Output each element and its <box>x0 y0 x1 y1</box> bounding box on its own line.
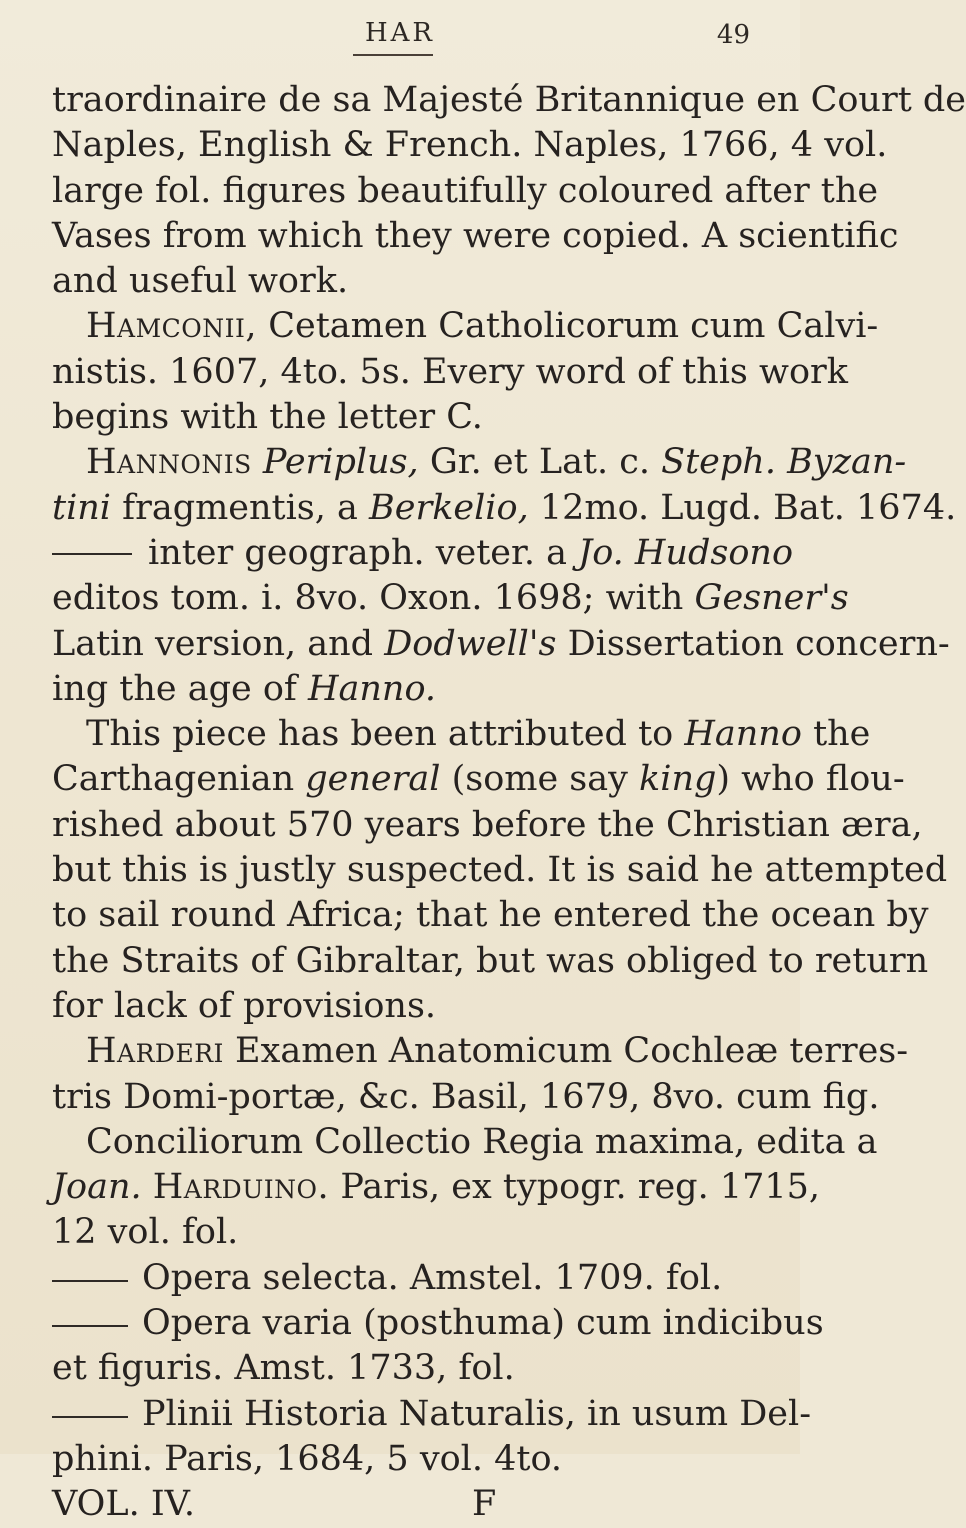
text-line: Joan. Harduino. Paris, ex typogr. reg. 1715, <box>52 1167 821 1208</box>
text-line: et figuris. Amst. 1733, fol. <box>52 1348 515 1389</box>
body-text <box>52 78 966 1528</box>
text-line: inter geograph. veter. a Jo. Hudsono <box>52 531 752 576</box>
text-line: Carthagenian general (some say king) who flou- <box>52 759 905 800</box>
page-number: 49 <box>716 20 750 50</box>
ditto-rule <box>52 1325 128 1327</box>
text-line: traordinaire de sa Majesté Britannique en Court de <box>52 80 966 120</box>
text-line: nistis. 1607, 4to. 5s. Every word of this work <box>52 351 848 392</box>
text-line: editos tom. i. 8vo. Oxon. 1698; with Gesner's <box>52 578 849 619</box>
text-line: tris Domi-portæ, &c. Basil, 1679, 8vo. cum fig. <box>52 1076 880 1117</box>
text-line: Naples, English & French. Naples, 1766, 4 vol. <box>52 125 888 166</box>
header-rule <box>353 54 433 56</box>
text-line: but this is justly suspected. It is said he attempted <box>52 850 948 891</box>
text-line: large fol. figures beautifully coloured after the <box>52 170 879 211</box>
note-hanno: This piece has been attributed to Hanno the <box>86 714 871 755</box>
text-line: Vases from which they were copied. A scientific <box>52 215 899 256</box>
text-line: rished about 570 years before the Christian æra, <box>52 804 923 845</box>
signature-mark: F <box>472 1484 497 1525</box>
entry-conciliorum: Conciliorum Collectio Regia maxima, edita a <box>86 1121 878 1162</box>
text-line: tini fragmentis, a Berkelio, 12mo. Lugd. Bat. 1674. <box>52 487 957 528</box>
text-line: begins with the letter C. <box>52 397 483 438</box>
text-line: phini. Paris, 1684, 5 vol. 4to. <box>52 1438 563 1479</box>
text-line: for lack of provisions. <box>52 985 437 1026</box>
ditto-rule <box>52 1416 128 1418</box>
entry-hamconii: Hamconii, Cetamen Catholicorum cum Calvi- <box>86 306 879 347</box>
running-head: HAR <box>364 18 436 48</box>
entry-hannonis: Hannonis Periplus, Gr. et Lat. c. Steph. Byzan- <box>86 442 907 483</box>
text-line: Latin version, and Dodwell's Dissertation concern- <box>52 623 950 664</box>
page-header <box>0 18 800 58</box>
entry-opera-varia: Opera varia (posthuma) cum indicibus <box>142 1303 824 1344</box>
ditto-rule <box>52 1280 128 1282</box>
text-line: and useful work. <box>52 261 349 302</box>
text-line: the Straits of Gibraltar, but was obliged to return <box>52 940 929 981</box>
text-line: to sail round Africa; that he entered the ocean by <box>52 895 929 936</box>
text-line: 12 vol. fol. <box>52 1212 239 1253</box>
volume-signature: VOL. IV. <box>52 1484 195 1525</box>
entry-opera-selecta: Opera selecta. Amstel. 1709. fol. <box>142 1257 723 1298</box>
ditto-rule <box>52 553 132 555</box>
entry-harderi: Harderi Examen Anatomicum Cochleæ terres- <box>86 1031 909 1072</box>
signature-line <box>52 1482 752 1527</box>
text-line: ing the age of Hanno. <box>52 668 437 709</box>
entry-plinii: Plinii Historia Naturalis, in usum Del- <box>142 1393 812 1434</box>
